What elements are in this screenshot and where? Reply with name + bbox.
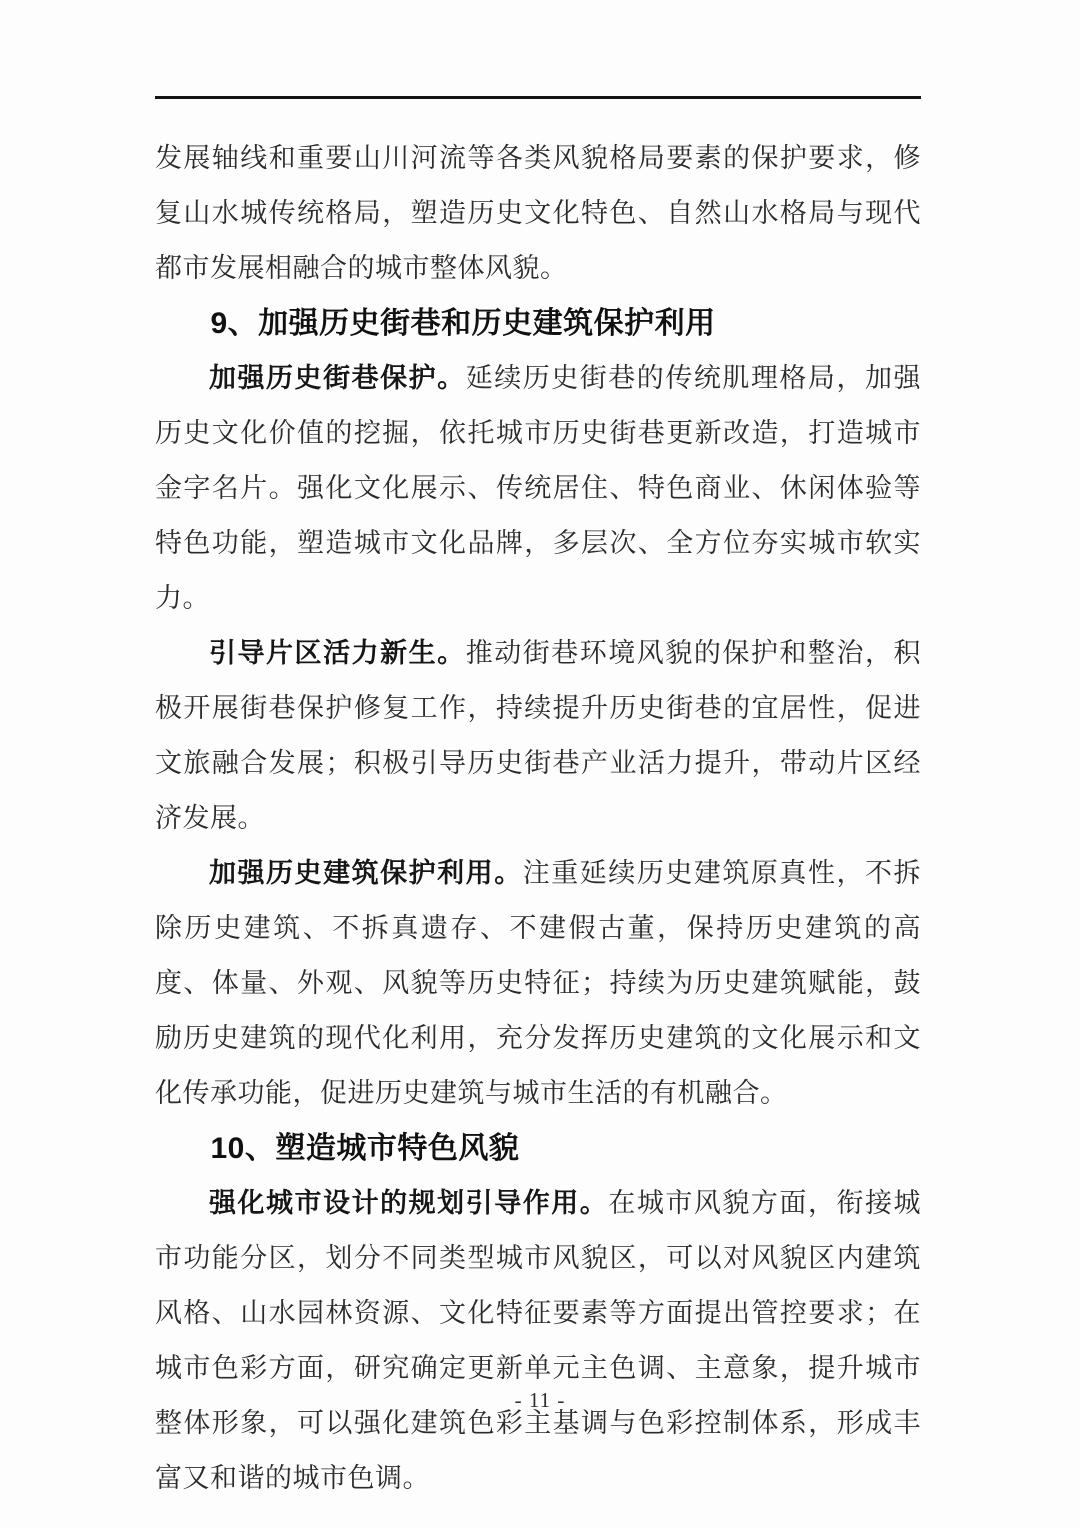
paragraph	[155, 626, 921, 846]
paragraph-text: 注重延续历史建筑原真性，不拆除历史建筑、不拆真遗存、不建假古董，保持历史建筑的高度、体量、外观、风貌等历史特征；持续为历史建筑赋能，鼓励历史建筑的现代化利用，充分发挥历史建筑的文化展示和文化传承功能，促进历史建筑与城市生活的有机融合。	[155, 858, 922, 1108]
page-number: - 11 -	[514, 1388, 566, 1412]
paragraph	[155, 1176, 921, 1506]
paragraph	[155, 846, 921, 1121]
paragraph-text: 推动街巷环境风貌的保护和整治，积极开展街巷保护修复工作，持续提升历史街巷的宜居性，促进文旅融合发展；积极引导历史街巷产业活力提升，带动片区经济发展。	[155, 638, 921, 833]
paragraph-continuation: 发展轴线和重要山川河流等各类风貌格局要素的保护要求，修复山水城传统格局，塑造历史文化特色、自然山水格局与现代都市发展相融合的城市整体风貌。	[155, 143, 921, 283]
document-body	[155, 131, 921, 1506]
paragraph-lead: 引导片区活力新生。	[209, 638, 466, 668]
section-heading-9: 9、加强历史街巷和历史建筑保护利用	[210, 307, 716, 340]
section-heading-10: 10、塑造城市特色风貌	[210, 1132, 520, 1165]
paragraph-lead: 加强历史街巷保护。	[209, 363, 466, 393]
paragraph-text: 在城市风貌方面，衔接城市功能分区，划分不同类型城市风貌区，可以对风貌区内建筑风格、山水园林资源、文化特征要素等方面提出管控要求；在城市色彩方面，研究确定更新单元主色调、主意象，提升城市整体形象，可以强化建筑色彩主基调与色彩控制体系，形成丰富又和谐的城市色调。	[155, 1188, 922, 1493]
paragraph-text: 延续历史街巷的传统肌理格局，加强历史文化价值的挖掘，依托城市历史街巷更新改造，打造城市金字名片。强化文化展示、传统居住、特色商业、休闲体验等特色功能，塑造城市文化品牌，多层次、全方位夯实城市软实力。	[155, 363, 921, 613]
header-rule	[155, 96, 921, 99]
paragraph-lead: 强化城市设计的规划引导作用。	[209, 1188, 609, 1218]
paragraph-lead: 加强历史建筑保护利用。	[209, 858, 523, 888]
paragraph	[155, 351, 921, 626]
